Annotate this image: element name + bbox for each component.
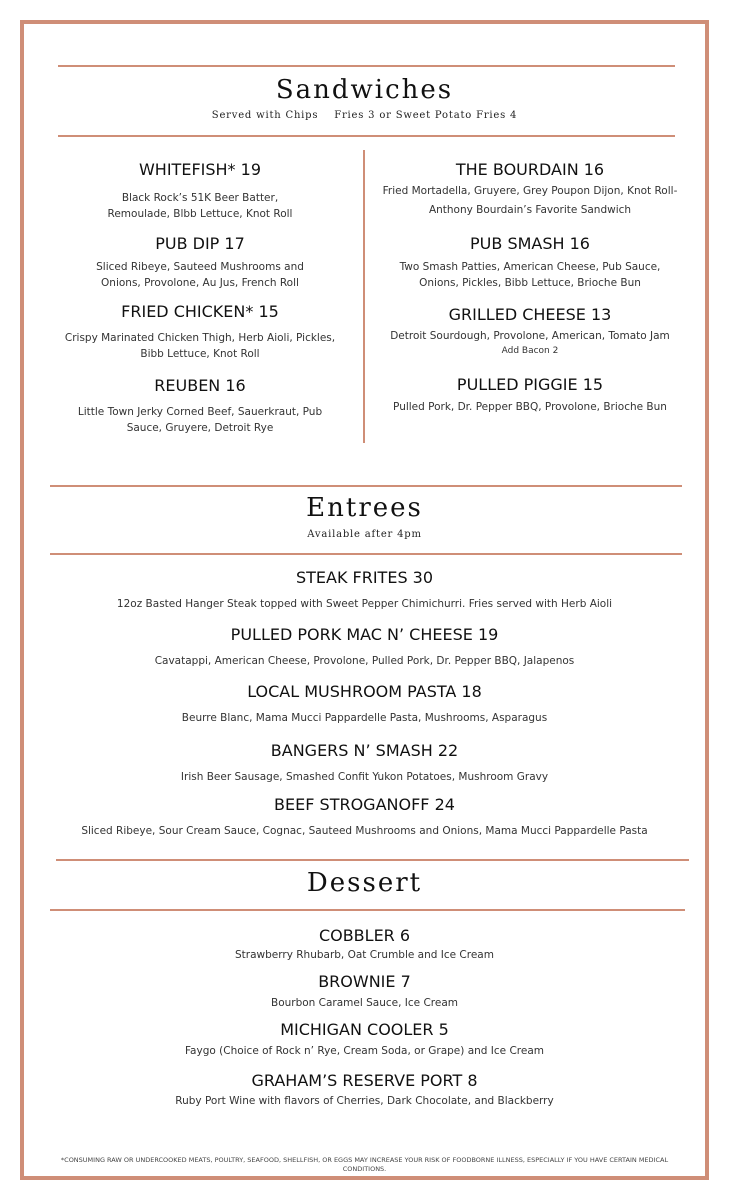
menu-item-name: GRILLED CHEESE 13	[448, 305, 612, 324]
menu-item-desc: Two Smash Patties, American Cheese, Pub Sauce, Onions, Pickles, Bibb Lettuce, Brioche Bun	[399, 261, 661, 289]
menu-item-name: BANGERS N’ SMASH 22	[270, 741, 459, 760]
menu-item-desc: Sliced Ribeye, Sauteed Mushrooms and Onions, Provolone, Au Jus, French Roll	[96, 261, 304, 289]
menu-item-name: COBBLER 6	[318, 926, 411, 945]
menu-item-desc: Ruby Port Wine with flavors of Cherries, Dark Chocolate, and Blackberry	[175, 1095, 554, 1107]
menu-item-desc: Bourbon Caramel Sauce, Ice Cream	[270, 997, 458, 1009]
menu-item-name: BEEF STROGANOFF 24	[274, 795, 455, 814]
menu-item-desc: Strawberry Rhubarb, Oat Crumble and Ice Cream	[235, 949, 494, 961]
menu-item-name: FRIED CHICKEN* 15	[121, 302, 279, 321]
menu-item-name: BROWNIE 7	[318, 972, 411, 991]
divider	[50, 553, 682, 555]
menu-item-desc: Pulled Pork, Dr. Pepper BBQ, Provolone, Brioche Bun	[393, 401, 667, 413]
divider	[50, 485, 682, 487]
menu-item-name: REUBEN 16	[154, 376, 246, 395]
menu-item-desc: Cavatappi, American Cheese, Provolone, Pulled Pork, Dr. Pepper BBQ, Jalapenos	[154, 655, 575, 667]
menu-item-desc: Fried Mortadella, Gruyere, Grey Poupon Dijon, Knot Roll- Anthony Bourdain’s Favorite Sandwich	[382, 185, 678, 216]
menu-item-name: PUB SMASH 16	[470, 234, 590, 253]
menu-item-name: THE BOURDAIN 16	[455, 160, 605, 179]
add-on-note: Add Bacon 2	[501, 346, 559, 356]
menu-item-name: PULLED PORK MAC N’ CHEESE 19	[230, 625, 499, 644]
divider	[58, 65, 675, 67]
foodborne-illness-disclaimer: *CONSUMING RAW OR UNDERCOOKED MEATS, POULTRY, SEAFOOD, SHELLFISH, OR EGGS MAY INCREASE YOUR RISK OF FOODBORNE ILLNESS, ESPECIALLY IF YOU HAVE CERTAIN MEDICAL CONDITIONS.	[60, 1156, 669, 1173]
divider	[58, 135, 675, 137]
menu-item-name: PULLED PIGGIE 15	[456, 375, 604, 394]
menu-item-desc: Beurre Blanc, Mama Mucci Pappardelle Pasta, Mushrooms, Asparagus	[181, 712, 548, 724]
section-title-dessert: Dessert	[306, 868, 423, 898]
menu-item-desc: Irish Beer Sausage, Smashed Confit Yukon Potatoes, Mushroom Gravy	[180, 771, 549, 783]
menu-item-desc: Detroit Sourdough, Provolone, American, Tomato Jam	[390, 330, 670, 342]
menu-item-name: PUB DIP 17	[155, 234, 245, 253]
divider	[56, 859, 689, 861]
menu-item-name: MICHIGAN COOLER 5	[280, 1020, 449, 1039]
menu-item-desc: Sliced Ribeye, Sour Cream Sauce, Cognac, Sauteed Mushrooms and Onions, Mama Mucci Pappardelle Pasta	[81, 825, 648, 837]
menu-item-desc: 12oz Basted Hanger Steak topped with Sweet Pepper Chimichurri. Fries served with Herb Aioli	[116, 598, 613, 610]
menu-item-desc: Little Town Jerky Corned Beef, Sauerkraut, Pub Sauce, Gruyere, Detroit Rye	[77, 406, 323, 434]
section-title-sandwiches: Sandwiches	[275, 75, 454, 105]
menu-item-name: STEAK FRITES 30	[295, 568, 434, 587]
menu-item-name: GRAHAM’S RESERVE PORT 8	[251, 1071, 478, 1090]
menu-item-desc: Crispy Marinated Chicken Thigh, Herb Aioli, Pickles, Bibb Lettuce, Knot Roll	[64, 332, 336, 360]
menu-item-desc: Black Rock’s 51K Beer Batter, Remoulade, Blbb Lettuce, Knot Roll	[107, 192, 293, 220]
divider	[50, 909, 685, 911]
menu-item-name: LOCAL MUSHROOM PASTA 18	[247, 682, 482, 701]
section-subtitle-sandwiches: Served with Chips Fries 3 or Sweet Potato Fries 4	[211, 110, 518, 121]
section-subtitle-entrees: Available after 4pm	[307, 529, 422, 540]
menu-item-desc: Faygo (Choice of Rock n’ Rye, Cream Soda, or Grape) and Ice Cream	[184, 1045, 544, 1057]
menu-item-name: WHITEFISH* 19	[138, 160, 261, 179]
column-divider	[363, 150, 365, 443]
section-title-entrees: Entrees	[306, 493, 423, 523]
